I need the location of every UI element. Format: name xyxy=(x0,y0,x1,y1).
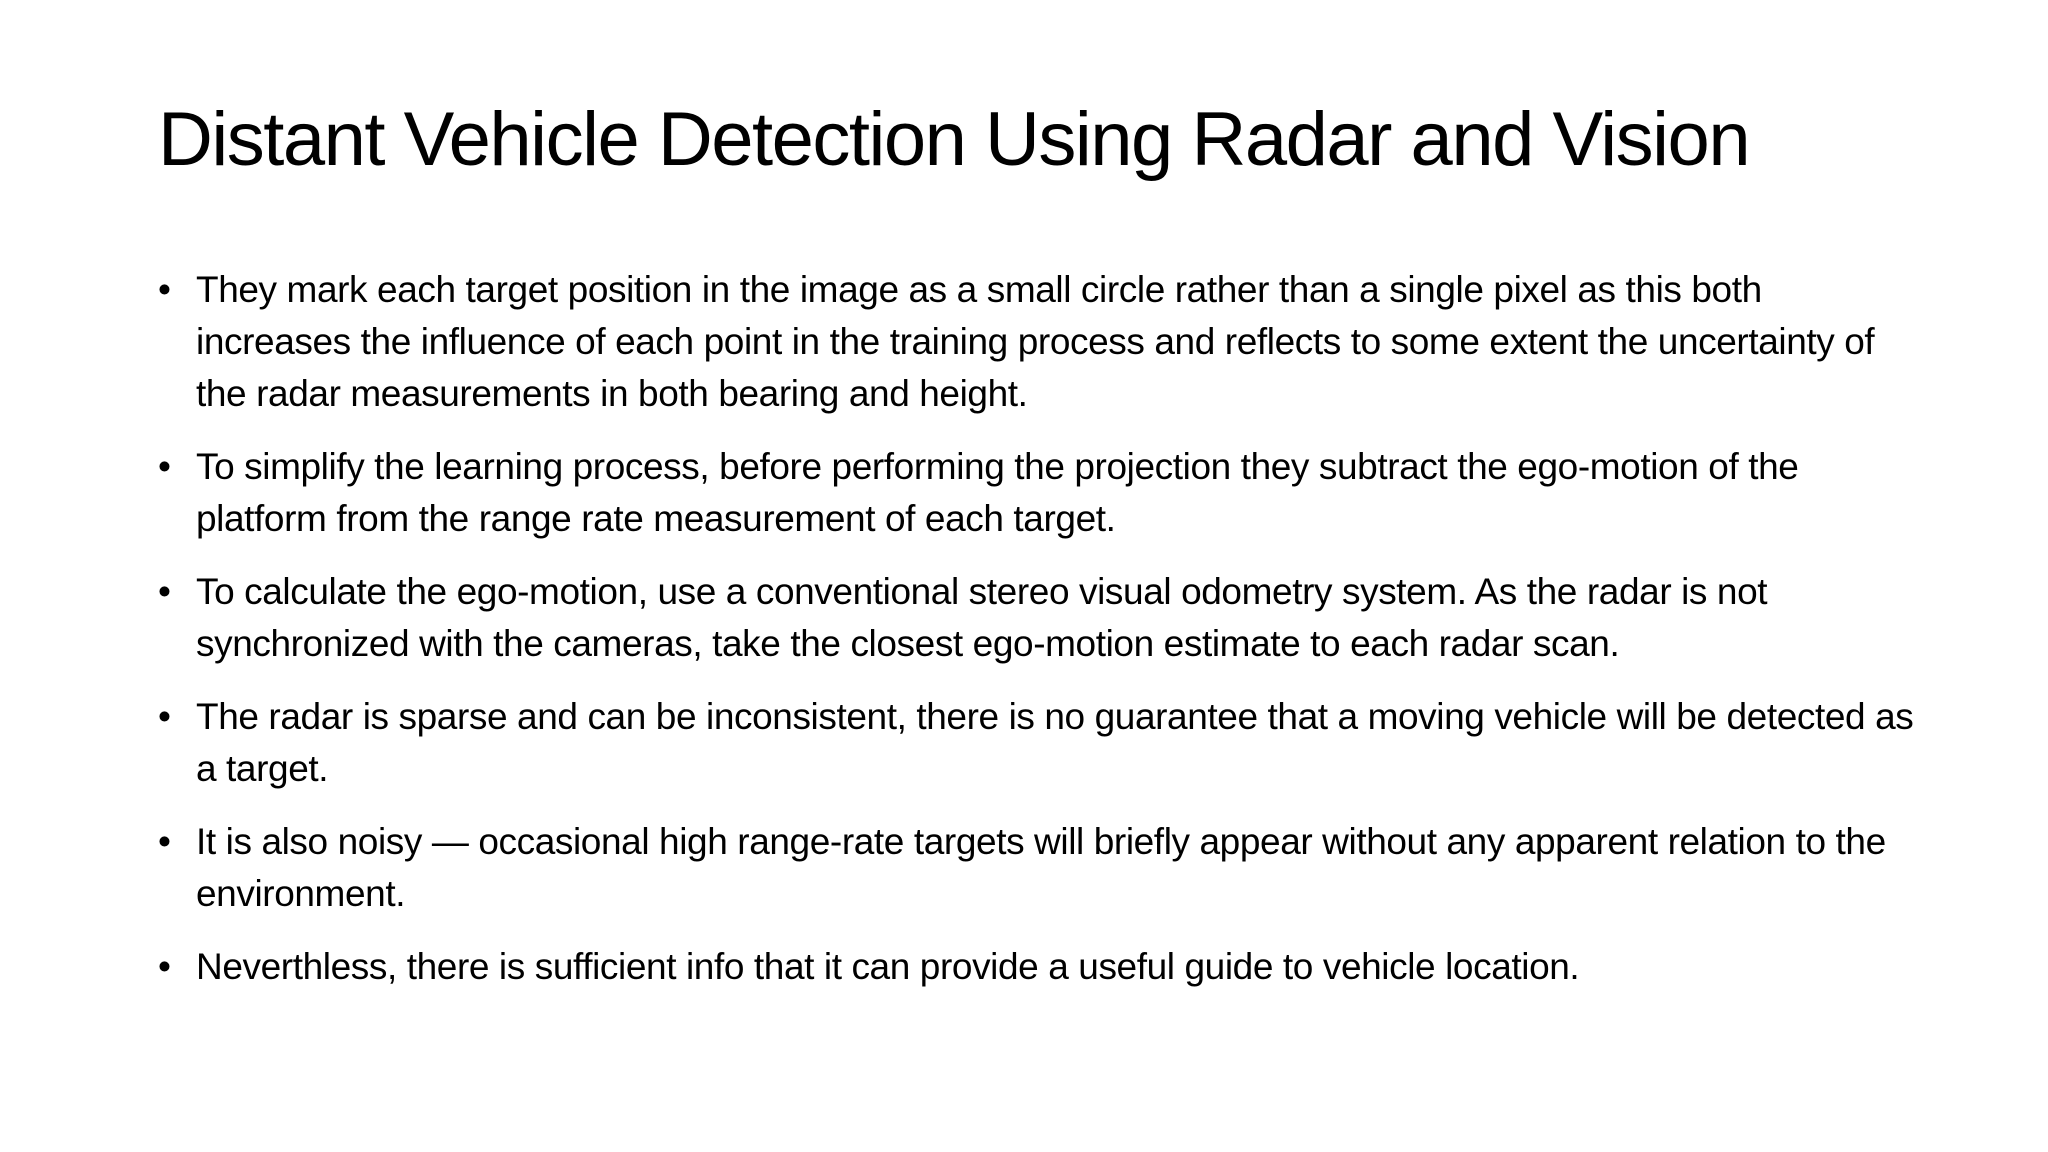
bullet-text: It is also noisy — occasional high range-rate targets will briefly appear without any apparent relation to the environment. xyxy=(196,821,1886,914)
bullet-list xyxy=(158,264,1918,1014)
bullet-item-3 xyxy=(158,566,1918,670)
bullet-marker: • xyxy=(158,571,171,612)
bullet-item-4 xyxy=(158,691,1918,795)
bullet-text: They mark each target position in the image as a small circle rather than a single pixel as this both increases the influence of each point in the training process and reflects to some extent the uncertainty of the radar measurements in both bearing and height. xyxy=(196,269,1875,414)
bullet-text: Neverthless, there is sufficient info that it can provide a useful guide to vehicle location. xyxy=(196,946,1580,987)
bullet-text: To calculate the ego-motion, use a conventional stereo visual odometry system. As the radar is not synchronized with the cameras, take the closest ego-motion estimate to each radar scan. xyxy=(196,571,1768,664)
bullet-marker: • xyxy=(158,821,171,862)
slide-title: Distant Vehicle Detection Using Radar and Vision xyxy=(158,97,1750,182)
bullet-item-1 xyxy=(158,264,1918,420)
bullet-item-6 xyxy=(158,941,1918,993)
bullet-item-5 xyxy=(158,816,1918,920)
bullet-text: To simplify the learning process, before performing the projection they subtract the ego-motion of the platform from the range rate measurement of each target. xyxy=(196,446,1799,539)
bullet-item-2 xyxy=(158,441,1918,545)
bullet-text: The radar is sparse and can be inconsistent, there is no guarantee that a moving vehicle will be detected as a target. xyxy=(196,696,1914,789)
bullet-marker: • xyxy=(158,696,171,737)
bullet-marker: • xyxy=(158,946,171,987)
bullet-marker: • xyxy=(158,446,171,487)
bullet-marker: • xyxy=(158,269,171,310)
